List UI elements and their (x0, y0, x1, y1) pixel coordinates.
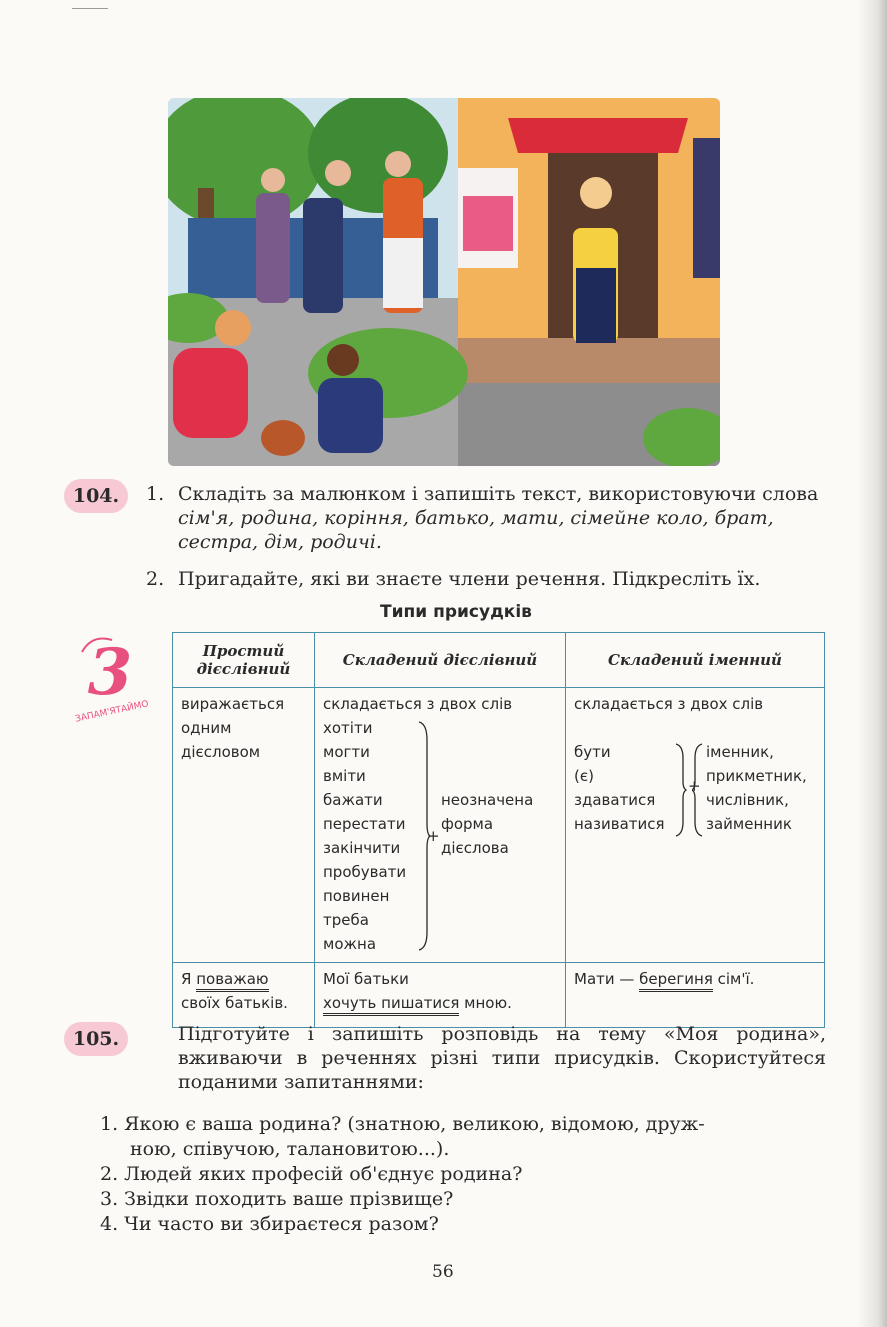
exercise-number-104: 104. (64, 479, 128, 513)
pos-item: іменник, (706, 743, 774, 761)
task-text: Підготуйте і запишіть розповідь на тему «Моя родина», вживаючи в реченнях різні типи присудків. Скористуйтеся поданими запитаннями: (178, 1023, 826, 1093)
verb-item: повинен (323, 887, 390, 905)
question-item: 3. Звідки походить ваше прізвище? (100, 1188, 454, 1210)
table-example-row (173, 963, 825, 1028)
verb-item: закінчити (323, 839, 401, 857)
page-number: 56 (432, 1262, 454, 1282)
rule-compound-nominal (566, 688, 825, 963)
verb-item: здаватися (574, 791, 656, 809)
rule-text: виражається одним дієсловом (181, 695, 285, 761)
modal-verb-list (323, 716, 406, 956)
task-105-text (178, 1022, 826, 1094)
family-illustration (168, 98, 720, 466)
family-scene-image (168, 98, 720, 466)
rule-intro: складається з двох слів (323, 695, 513, 713)
remember-digit: 3 (87, 635, 133, 710)
verb-item: бажати (323, 791, 383, 809)
example-text: сім'ї. (712, 970, 755, 988)
question-list (100, 1112, 705, 1237)
question-item: 1. Якою є ваша родина? (знатною, великою, відомою, друж- (100, 1113, 705, 1135)
example-text: Мати — (574, 970, 640, 988)
label-line: дієслова (441, 839, 509, 857)
question-item-continuation: ною, співучою, талановитою...). (130, 1138, 450, 1160)
exercise-number-105: 105. (64, 1022, 128, 1056)
verb-item: перестати (323, 815, 406, 833)
verb-item: могти (323, 743, 370, 761)
table-header-row (173, 633, 825, 688)
pos-item: прикметник, (706, 767, 807, 785)
item-text: Пригадайте, які ви знаєте члени речення. Підкресліть їх. (178, 568, 761, 590)
predicate-underlined: берегиня (639, 970, 713, 992)
example-text: Мої батьки (323, 970, 409, 988)
pos-item: числівник, (706, 791, 789, 809)
predicate-underlined: поважаю (196, 970, 268, 992)
header-compound-nominal: Складений іменний (566, 633, 825, 688)
item-text: Складіть за малюнком і запишіть текст, використовуючи слова (178, 483, 819, 505)
label-line: форма (441, 815, 494, 833)
verb-item: називатися (574, 815, 665, 833)
verb-item: можна (323, 935, 377, 953)
remember-logo (62, 632, 162, 722)
verb-item: хотіти (323, 719, 373, 737)
predicate-types-table (172, 632, 825, 1028)
task-104-item-2 (146, 567, 826, 591)
question-item: 2. Людей яких професій об'єднує родина? (100, 1163, 523, 1185)
infinitive-label (441, 788, 533, 860)
top-mark (72, 8, 108, 9)
example-simple-verbal (173, 963, 315, 1028)
page-edge-shadow (857, 0, 887, 1327)
verb-item: (є) (574, 767, 594, 785)
example-compound-nominal (566, 963, 825, 1028)
rule-intro: складається з двох слів (574, 695, 764, 713)
verb-item: бути (574, 743, 611, 761)
linking-verb-list (574, 740, 665, 836)
remember-label: ЗАПАМ'ЯТАЙМО (74, 699, 150, 722)
rule-simple-verbal (173, 688, 315, 963)
plus-sign: + (688, 777, 701, 795)
question-item: 4. Чи часто ви збираєтеся разом? (100, 1213, 439, 1235)
left-brace-2 (692, 742, 704, 838)
predicate-underlined: хочуть пишатися (323, 994, 459, 1016)
example-text: Я (181, 970, 197, 988)
part-of-speech-list (706, 740, 807, 836)
item-number: 2. (146, 568, 165, 590)
item-number: 1. (146, 483, 165, 505)
table-title: Типи присудків (380, 602, 532, 622)
task-104-item-1 (146, 482, 826, 506)
header-compound-verbal: Складений дієслівний (315, 633, 566, 688)
rule-compound-verbal (315, 688, 566, 963)
pos-item: займенник (706, 815, 792, 833)
plus-sign: + (427, 827, 440, 845)
table-rule-row (173, 688, 825, 963)
example-text: мною. (459, 994, 512, 1012)
header-simple-verbal: Простий дієслівний (173, 633, 315, 688)
task-104-item-1-words (178, 506, 828, 554)
verb-item: треба (323, 911, 369, 929)
word-list: сім'я, родина, коріння, батько, мати, сімейне коло, брат, сестра, дім, родичі. (178, 507, 774, 553)
label-line: неозначена (441, 791, 534, 809)
left-brace-1 (674, 742, 688, 838)
verb-item: вміти (323, 767, 366, 785)
example-text: своїх батьків. (181, 994, 288, 1012)
example-compound-verbal (315, 963, 566, 1028)
verb-item: пробувати (323, 863, 407, 881)
